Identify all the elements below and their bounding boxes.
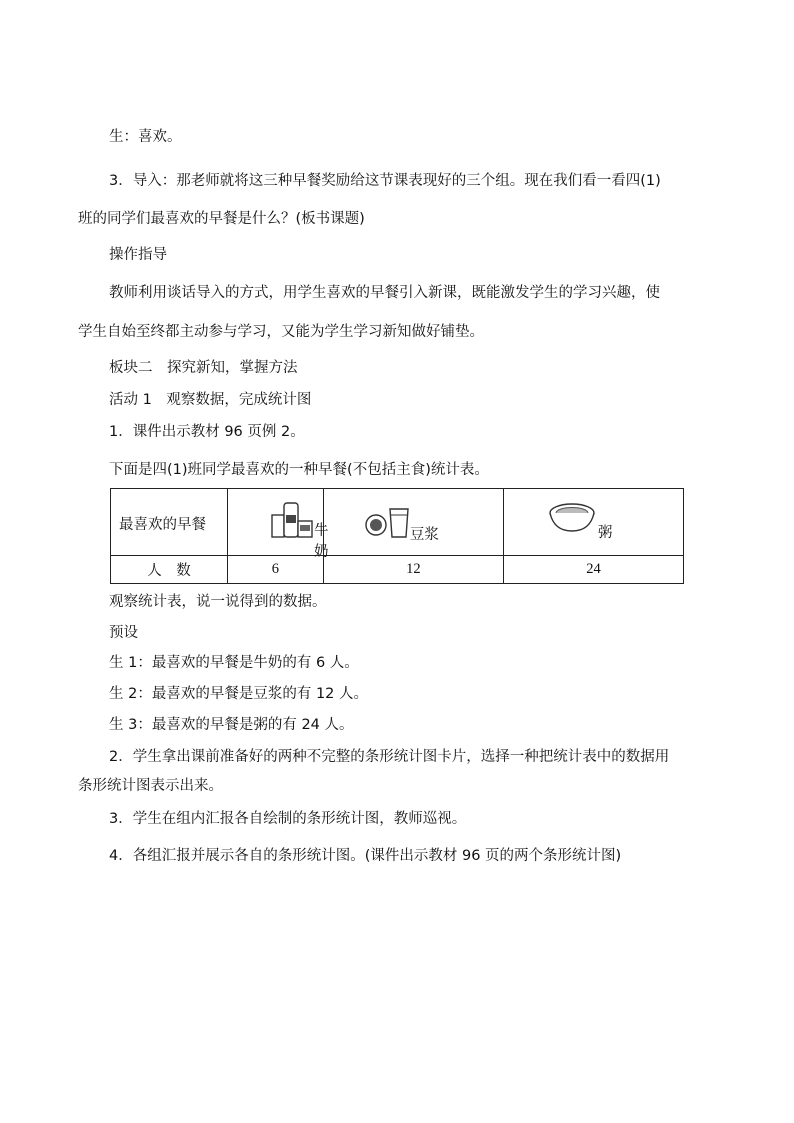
section-heading: 预设 — [109, 625, 138, 641]
text-line: 4．各组汇报并展示各自的条形统计图。(课件出示教材 96 页的两个条形统计图) — [109, 848, 622, 864]
food-label: 豆浆 — [409, 527, 439, 543]
table-cell-count: 12 — [323, 556, 503, 584]
porridge-icon — [548, 501, 596, 535]
text-line: 3．导入：那老师就将这三种早餐奖励给这节课表现好的三个组。现在我们看一看四(1) — [109, 173, 661, 189]
text-line: 生 1：最喜欢的早餐是牛奶的有 6 人。 — [109, 655, 359, 671]
section-heading: 板块二 探究新知，掌握方法 — [109, 360, 298, 376]
breakfast-stats-table — [110, 488, 684, 584]
table-row-label: 人 数 — [111, 556, 228, 584]
section-heading: 操作指导 — [109, 247, 167, 263]
food-label: 牛奶 — [314, 523, 329, 560]
text-line: 学生自始至终都主动参与学习，又能为学生学习新知做好铺垫。 — [78, 324, 484, 340]
text-line: 生 3：最喜欢的早餐是粥的有 24 人。 — [109, 717, 354, 733]
table-row — [111, 489, 684, 556]
soymilk-icon — [364, 503, 412, 541]
table-caption: 下面是四(1)班同学最喜欢的一种早餐(不包括主食)统计表。 — [109, 462, 489, 478]
table-cell-count: 6 — [228, 556, 324, 584]
text-line: 3．学生在组内汇报各自绘制的条形统计图，教师巡视。 — [109, 811, 467, 827]
text-line: 班的同学们最喜欢的早餐是什么？(板书课题) — [78, 211, 365, 227]
food-label: 粥 — [597, 525, 613, 541]
table-header-cell: 最喜欢的早餐 — [111, 489, 228, 556]
table-cell — [323, 489, 503, 556]
text-line: 生 2：最喜欢的早餐是豆浆的有 12 人。 — [109, 686, 369, 702]
text-line: 2．学生拿出课前准备好的两种不完整的条形统计图卡片，选择一种把统计表中的数据用 — [109, 749, 670, 765]
table-cell — [228, 489, 329, 560]
text-line: 观察统计表，说一说得到的数据。 — [109, 594, 327, 610]
text-line: 生：喜欢。 — [109, 129, 182, 145]
table-row — [111, 556, 684, 584]
text-line: 教师利用谈话导入的方式，用学生喜欢的早餐引入新课，既能激发学生的学习兴趣，使 — [109, 285, 660, 301]
text-line: 1．课件出示教材 96 页例 2。 — [109, 424, 305, 440]
table-cell-count: 24 — [503, 556, 683, 584]
activity-heading: 活动 1 观察数据，完成统计图 — [109, 392, 312, 408]
text-line: 条形统计图表示出来。 — [78, 778, 223, 794]
table-cell — [503, 489, 683, 556]
milk-icon — [270, 501, 318, 539]
